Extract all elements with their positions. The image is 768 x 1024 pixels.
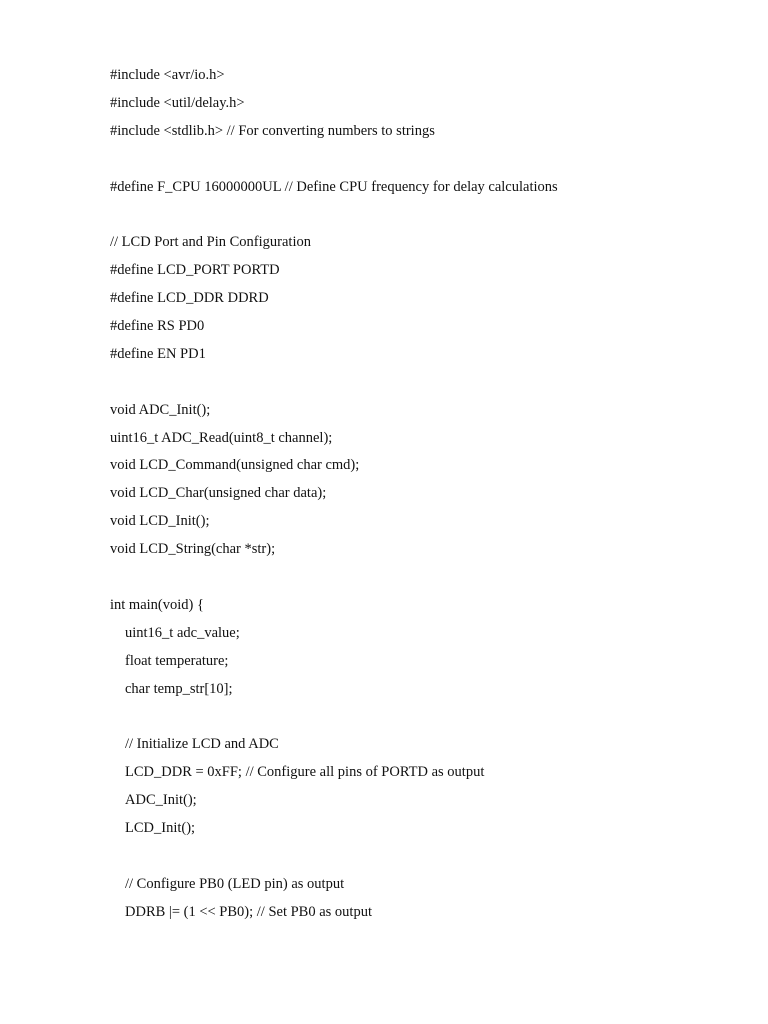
- blank-line: [110, 703, 750, 731]
- code-line-define-rs: #define RS PD0: [110, 318, 205, 335]
- code-line-adc-read-proto: uint16_t ADC_Read(uint8_t channel);: [110, 429, 333, 446]
- code-line-lcd-init-proto: void LCD_Init();: [110, 513, 210, 530]
- code-line-define-en: #define EN PD1: [110, 345, 206, 362]
- code-line-ddrb-assign: DDRB |= (1 << PB0); // Set PB0 as output: [125, 903, 372, 920]
- code-line-define-lcd-ddr: #define LCD_DDR DDRD: [110, 290, 269, 307]
- code-line-temperature-decl: float temperature;: [125, 652, 229, 669]
- code-line-define-lcd-port: #define LCD_PORT PORTD: [110, 262, 280, 279]
- code-line-pb0-comment: // Configure PB0 (LED pin) as output: [125, 875, 345, 892]
- code-line-define-f-cpu: #define F_CPU 16000000UL // Define CPU frequency for delay calculations: [110, 178, 558, 195]
- code-line-include-avr-io: #include <avr/io.h>: [110, 67, 225, 83]
- blank-line: [110, 201, 750, 229]
- code-line-adc-value-decl: uint16_t adc_value;: [125, 624, 240, 641]
- code-line-lcd-config-comment: // LCD Port and Pin Configuration: [110, 234, 311, 251]
- blank-line: [110, 369, 750, 397]
- code-line-main-signature: int main(void) {: [110, 596, 204, 613]
- code-line-init-comment: // Initialize LCD and ADC: [125, 736, 279, 753]
- code-line-temp-str-decl: char temp_str[10];: [125, 680, 233, 697]
- code-listing: [110, 62, 750, 927]
- code-line-adc-init-proto: void ADC_Init();: [110, 401, 211, 418]
- code-line-include-util-delay: #include <util/delay.h>: [110, 94, 245, 111]
- blank-line: [110, 146, 750, 174]
- code-line-include-stdlib: #include <stdlib.h> // For converting numbers to strings: [110, 122, 435, 139]
- code-line-lcd-char-proto: void LCD_Char(unsigned char data);: [110, 485, 327, 502]
- code-line-adc-init-call: ADC_Init();: [125, 792, 197, 809]
- code-line-lcd-init-call: LCD_Init();: [125, 820, 196, 837]
- code-line-lcd-command-proto: void LCD_Command(unsigned char cmd);: [110, 457, 360, 474]
- blank-line: [110, 564, 750, 592]
- blank-line: [110, 843, 750, 871]
- code-line-lcd-ddr-assign: LCD_DDR = 0xFF; // Configure all pins of PORTD as output: [125, 764, 485, 781]
- code-line-lcd-string-proto: void LCD_String(char *str);: [110, 541, 276, 558]
